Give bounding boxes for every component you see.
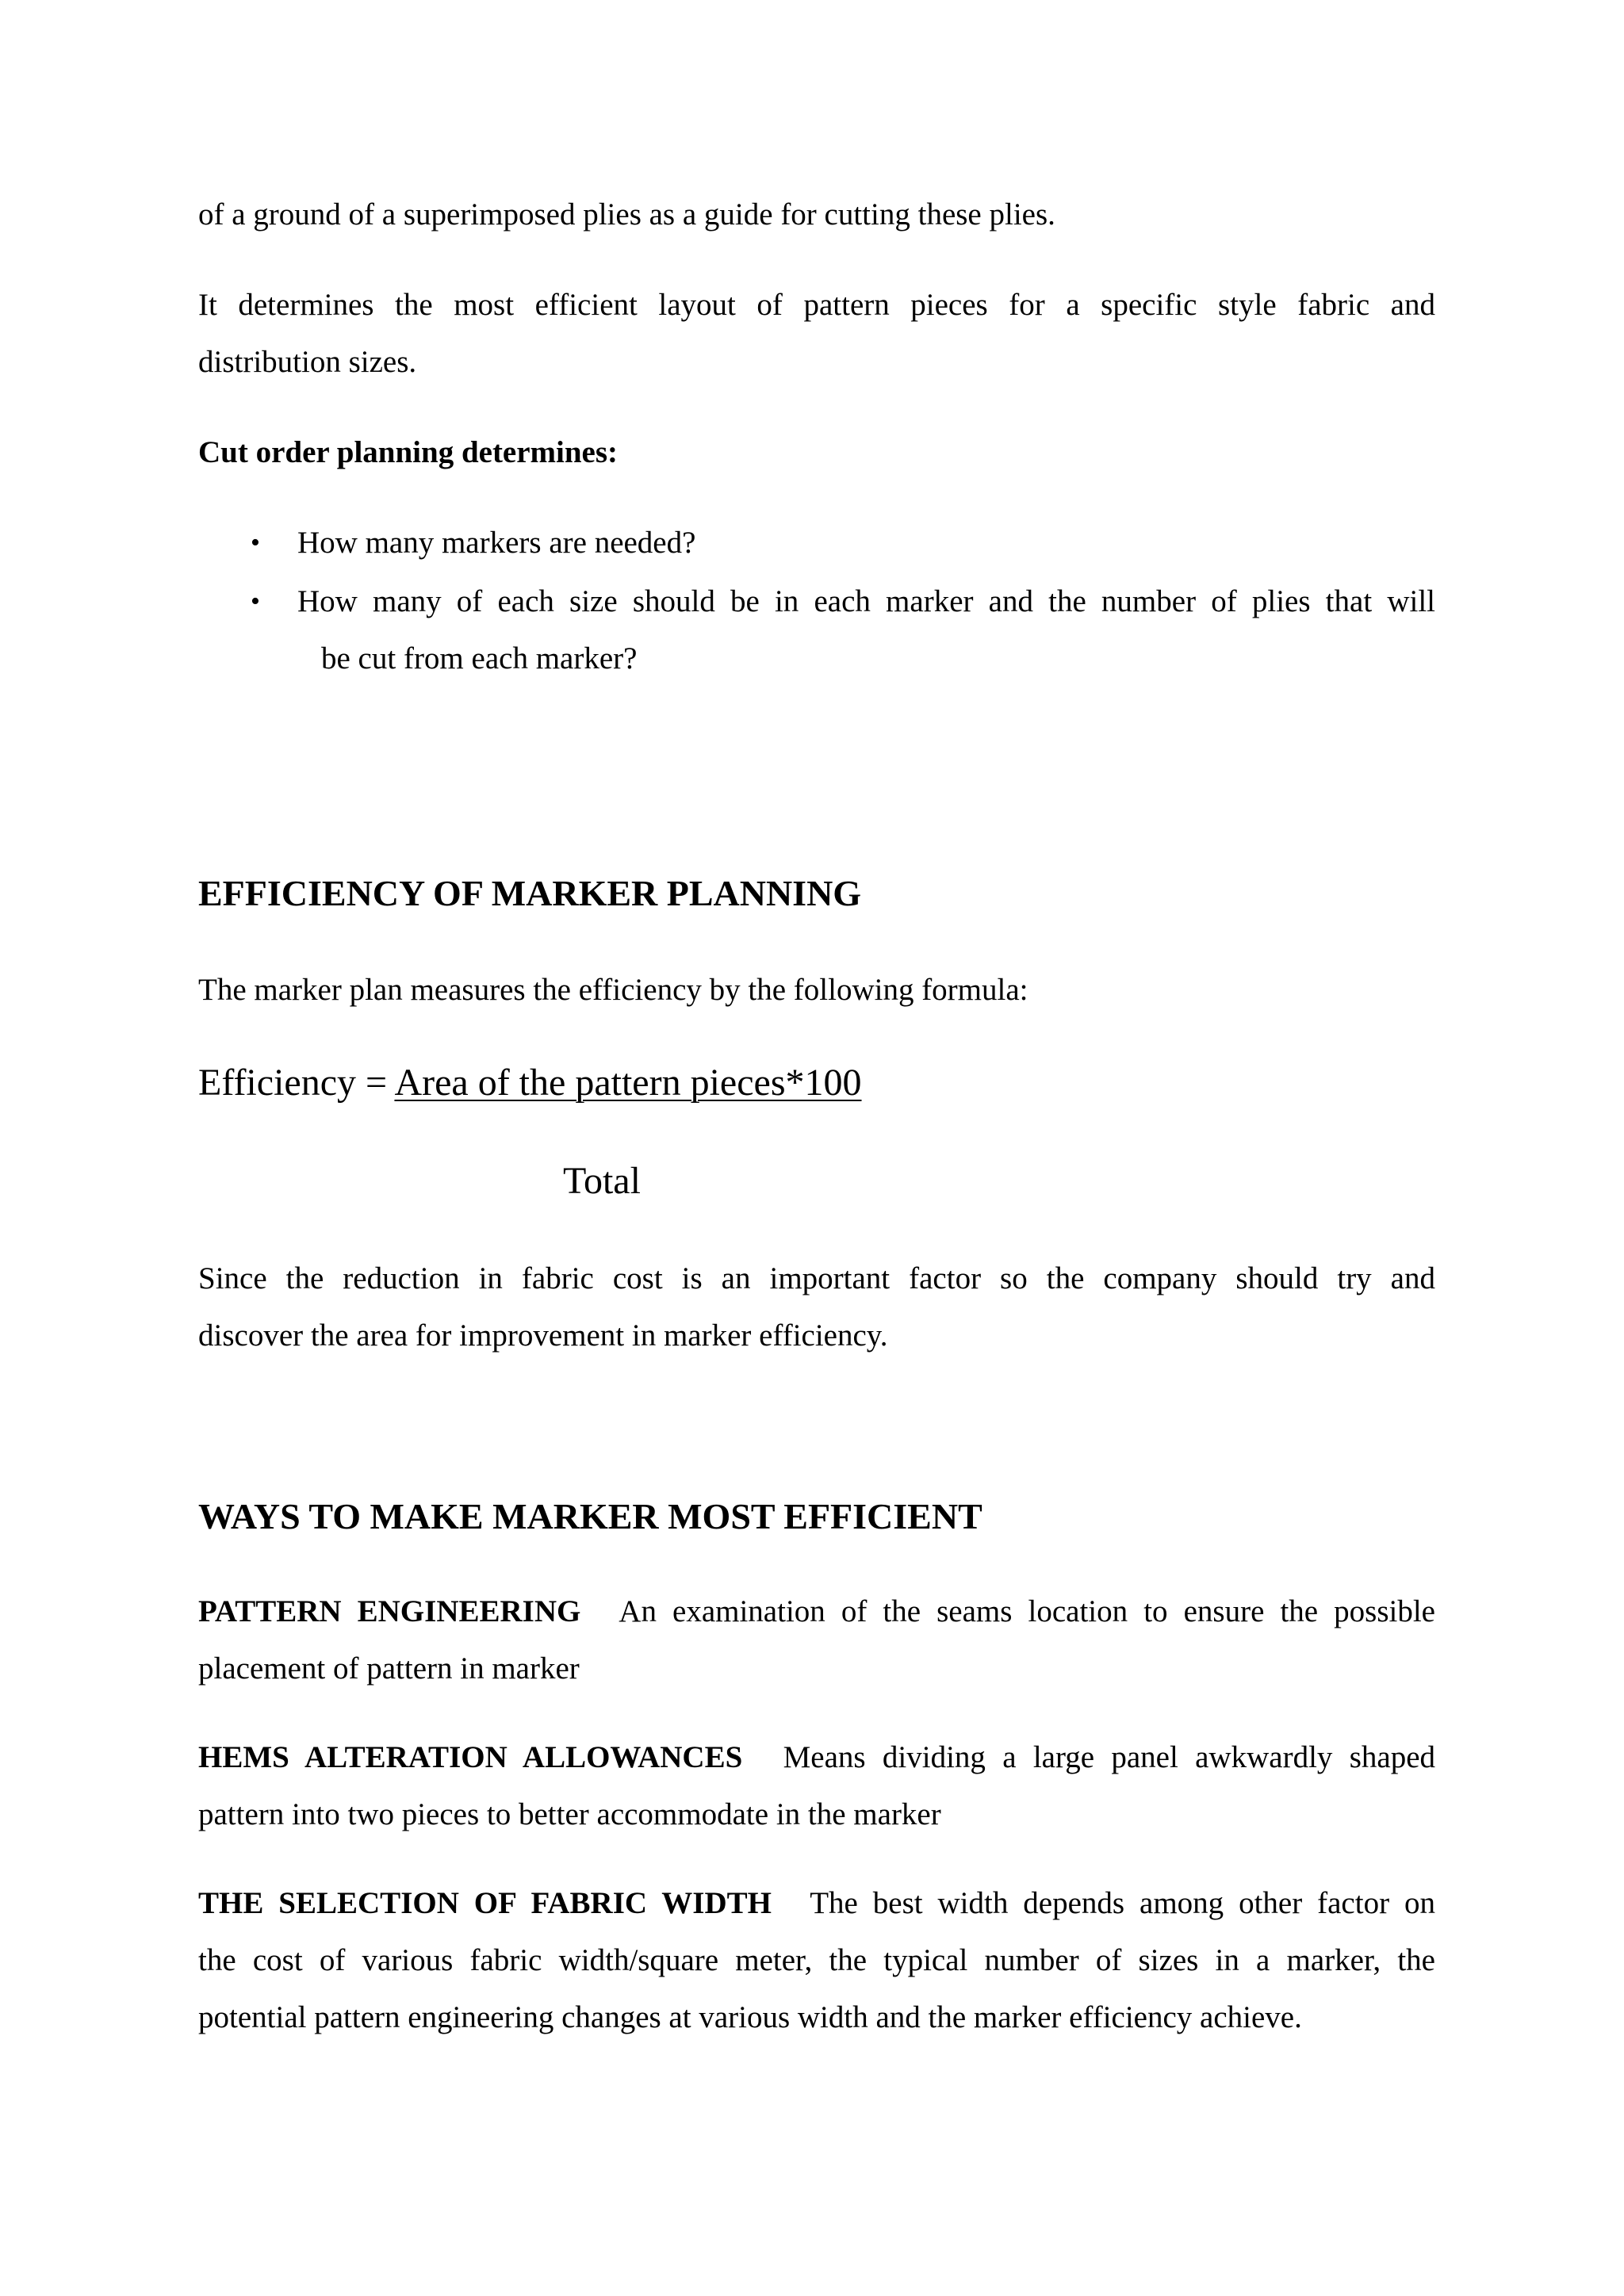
ways-item-fabric-width bbox=[198, 1885, 1435, 1922]
formula-numerator: Area of the pattern pieces*100 bbox=[394, 1062, 862, 1104]
ways-item-text: The best width depends among other factor on bbox=[810, 1886, 1435, 1920]
ways-item-title: THE SELECTION OF FABRIC WIDTH bbox=[198, 1886, 772, 1920]
ways-item-title: PATTERN ENGINEERING bbox=[198, 1594, 581, 1628]
ways-item-text-line: placement of pattern in marker bbox=[198, 1651, 580, 1686]
bullet-marker: • bbox=[251, 528, 260, 557]
bullet-item: How many of each size should be in each marker and the number of plies that will bbox=[297, 584, 1435, 618]
efficiency-heading: EFFICIENCY OF MARKER PLANNING bbox=[198, 873, 862, 913]
cut-order-heading: Cut order planning determines: bbox=[198, 435, 619, 469]
ways-item-text-line: potential pattern engineering changes at various width and the marker efficiency achieve. bbox=[198, 2000, 1302, 2034]
intro-paragraph-line: It determines the most efficient layout of pattern pieces for a specific style fabric and bbox=[198, 288, 1435, 322]
ways-heading: WAYS TO MAKE MARKER MOST EFFICIENT bbox=[198, 1496, 982, 1536]
ways-item-text-line: pattern into two pieces to better accommodate in the marker bbox=[198, 1797, 941, 1831]
intro-line: of a ground of a superimposed plies as a guide for cutting these plies. bbox=[198, 197, 1055, 232]
ways-item-pattern-engineering bbox=[198, 1594, 1435, 1630]
formula-lhs: Efficiency = bbox=[198, 1062, 388, 1104]
ways-item-text-line: the cost of various fabric width/square meter, the typical number of sizes in a marker, the bbox=[198, 1943, 1435, 1977]
bullet-item-continuation: be cut from each marker? bbox=[321, 641, 638, 675]
efficiency-paragraph-line: Since the reduction in fabric cost is an important factor so the company should try and bbox=[198, 1261, 1435, 1295]
ways-item-text: Means dividing a large panel awkwardly shaped bbox=[783, 1740, 1436, 1774]
ways-item-hems-alteration bbox=[198, 1739, 1435, 1776]
ways-item-title: HEMS ALTERATION ALLOWANCES bbox=[198, 1740, 743, 1774]
efficiency-intro: The marker plan measures the efficiency by the following formula: bbox=[198, 973, 1028, 1007]
bullet-item: How many markers are needed? bbox=[297, 526, 696, 560]
bullet-marker: • bbox=[251, 587, 260, 616]
intro-paragraph-line: distribution sizes. bbox=[198, 345, 417, 379]
efficiency-formula bbox=[198, 1061, 862, 1105]
document-page bbox=[198, 0, 1435, 2296]
formula-denominator: Total bbox=[563, 1160, 641, 1202]
ways-item-text: An examination of the seams location to ensure the possible bbox=[619, 1594, 1435, 1628]
efficiency-paragraph-line: discover the area for improvement in marker efficiency. bbox=[198, 1318, 888, 1353]
